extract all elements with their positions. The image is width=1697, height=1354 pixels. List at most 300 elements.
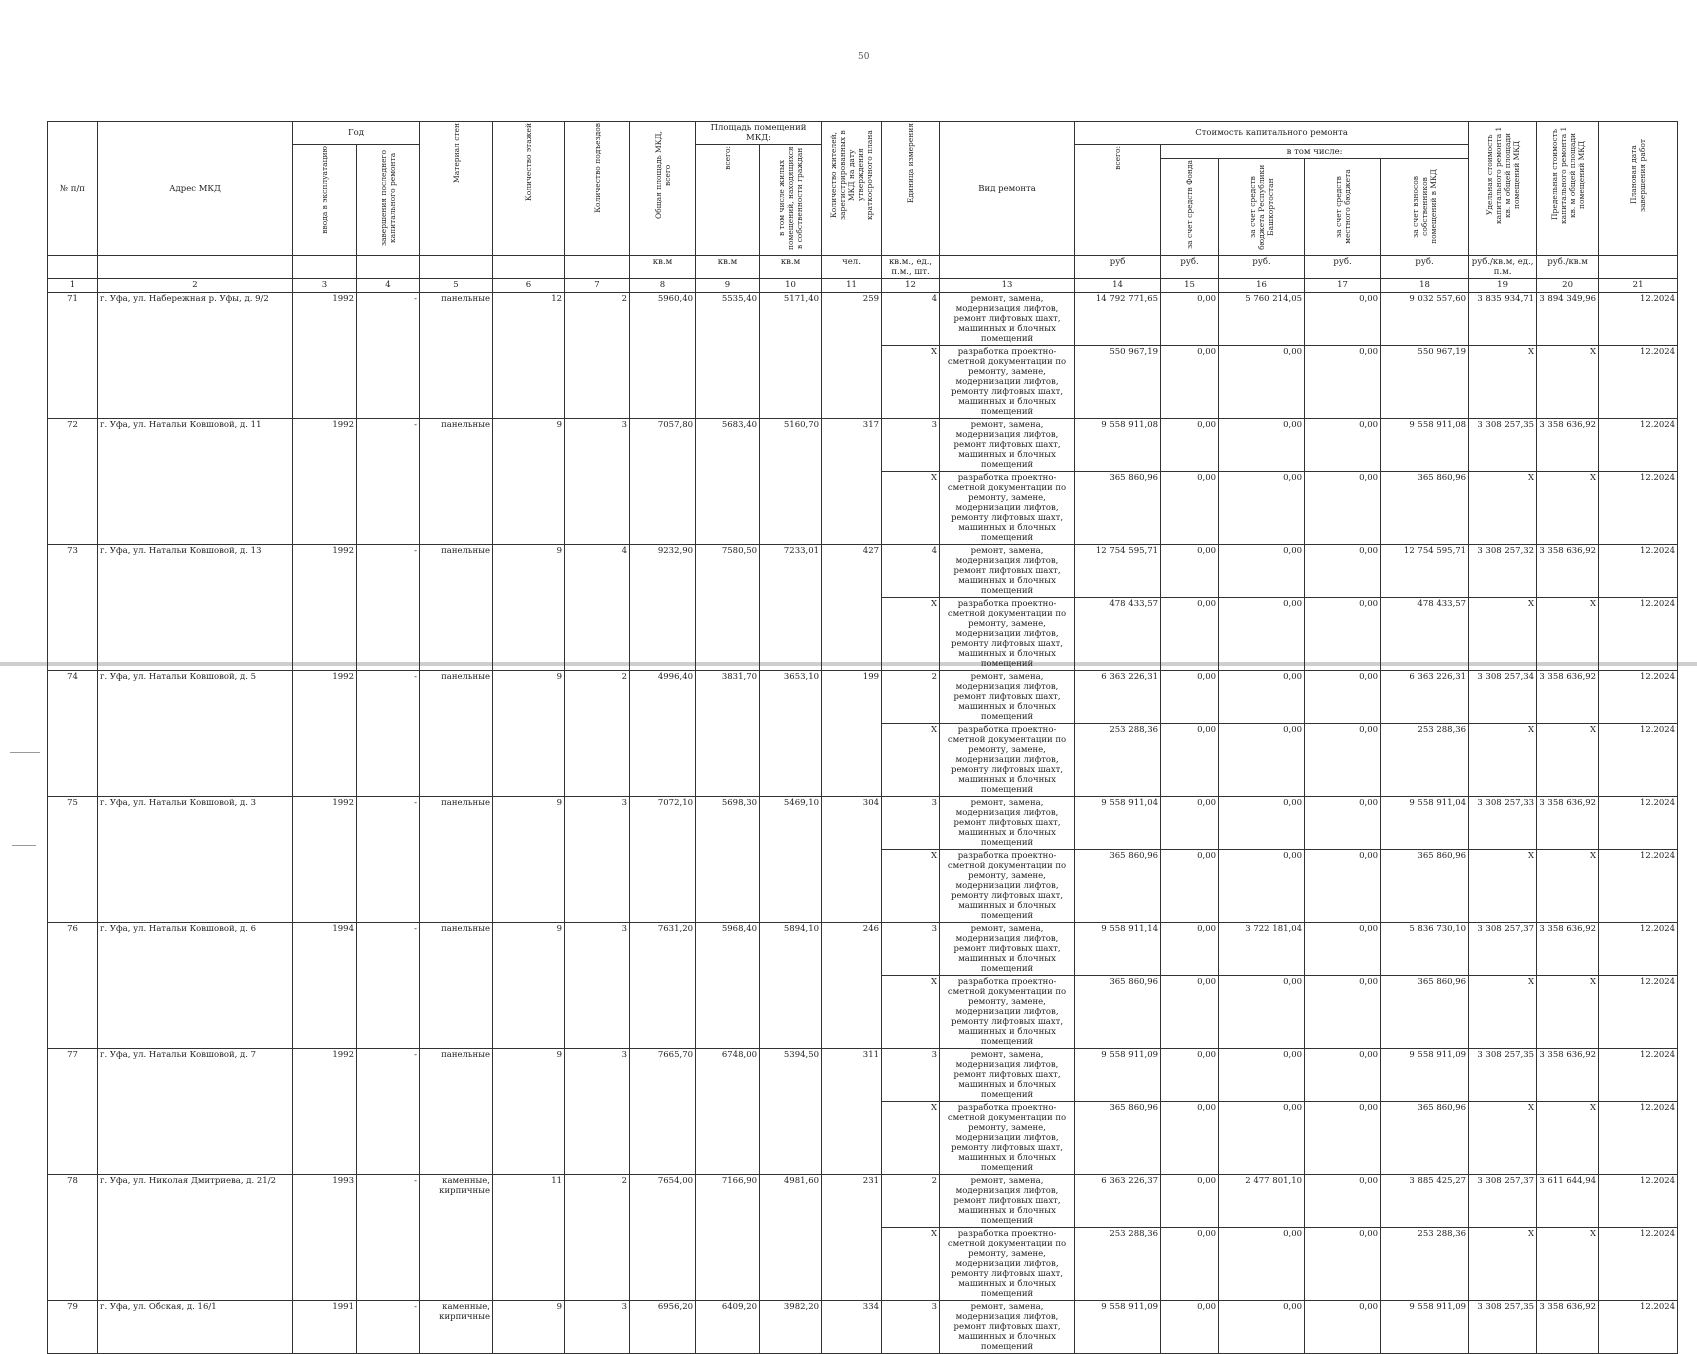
row-year: 1992 [293,293,357,419]
row-year: 1994 [293,923,357,1049]
row-total-area: 9232,90 [630,545,696,671]
header-num: № п/п [48,122,98,256]
header-cost-fund: за счет средств Фонда [1161,159,1219,256]
cost-total: 14 792 771,65 [1075,293,1161,346]
cost-fund: 0,00 [1161,346,1219,419]
unit-cost: 3 308 257,35 [1469,419,1537,472]
work-type: разработка проектно-сметной документации по ремонту, замене, модернизации лифтов, ремонту лифтовых шахт, машинных и блочных помещений [940,850,1075,923]
work-type: разработка проектно-сметной документации по ремонту, замене, модернизации лифтов, ремонту лифтовых шахт, машинных и блочных помещений [940,976,1075,1049]
row-premises-area: 6409,20 [696,1301,760,1354]
column-number: 5 [420,279,493,293]
row-year: 1993 [293,1175,357,1301]
header-cost-total: всего: [1075,145,1161,256]
cost-owners: 9 558 911,04 [1381,797,1469,850]
cost-republic: 0,00 [1219,1228,1305,1301]
cost-fund: 0,00 [1161,923,1219,976]
row-address: г. Уфа, ул. Натальи Ковшовой, д. 3 [98,797,293,923]
row-material: каменные, кирпичные [420,1301,493,1354]
header-premises-group: Площадь помещений МКД: [696,122,822,145]
planned-date: 12.2024 [1599,724,1678,797]
max-cost: Х [1537,346,1599,419]
cost-owners: 478 433,57 [1381,598,1469,671]
column-number: 21 [1599,279,1678,293]
work-type: ремонт, замена, модернизация лифтов, ремонт лифтовых шахт, машинных и блочных помещений [940,1049,1075,1102]
row-year: 1992 [293,545,357,671]
planned-date: 12.2024 [1599,1228,1678,1301]
cost-local: 0,00 [1305,1102,1381,1175]
cost-total: 253 288,36 [1075,724,1161,797]
row-floors: 9 [493,797,565,923]
unit-cost: Х [1469,1228,1537,1301]
row-address: г. Уфа, ул. Натальи Ковшовой, д. 6 [98,923,293,1049]
table-row [48,671,1678,724]
cost-owners: 253 288,36 [1381,1228,1469,1301]
row-address: г. Уфа, ул. Натальи Ковшовой, д. 13 [98,545,293,671]
unit-cost: 3 835 934,71 [1469,293,1537,346]
row-last-repair: - [357,1301,420,1354]
unit-cell: кв.м [630,256,696,279]
row-residents: 311 [822,1049,882,1175]
row-premises-area: 5535,40 [696,293,760,419]
cost-total: 9 558 911,09 [1075,1301,1161,1354]
header-cost-owners: за счет взносов собственников помещений в МКД [1381,159,1469,256]
planned-date: 12.2024 [1599,545,1678,598]
row-residents: 199 [822,671,882,797]
cost-total: 6 363 226,31 [1075,671,1161,724]
max-cost: Х [1537,472,1599,545]
planned-date: 12.2024 [1599,671,1678,724]
column-number: 14 [1075,279,1161,293]
table-row [48,419,1678,472]
cost-republic: 0,00 [1219,724,1305,797]
cost-owners: 12 754 595,71 [1381,545,1469,598]
cost-fund: 0,00 [1161,1301,1219,1354]
column-number: 16 [1219,279,1305,293]
row-premises-area: 5698,30 [696,797,760,923]
cost-owners: 550 967,19 [1381,346,1469,419]
max-cost: Х [1537,1228,1599,1301]
max-cost: Х [1537,724,1599,797]
row-year: 1992 [293,797,357,923]
cost-local: 0,00 [1305,293,1381,346]
unit-cell [98,256,293,279]
column-number: 13 [940,279,1075,293]
max-cost: 3 358 636,92 [1537,923,1599,976]
column-number: 18 [1381,279,1469,293]
unit-cell [48,256,98,279]
work-unit: Х [882,724,940,797]
row-number: 76 [48,923,98,1049]
cost-fund: 0,00 [1161,419,1219,472]
row-number: 78 [48,1175,98,1301]
row-last-repair: - [357,923,420,1049]
max-cost: 3 358 636,92 [1537,419,1599,472]
unit-cell: кв.м [760,256,822,279]
row-floors: 11 [493,1175,565,1301]
header-residents: Количество жителей, зарегистрированных в МКД на дату утверждения краткосрочного плана [822,122,882,256]
table-row [48,1175,1678,1228]
cost-republic: 0,00 [1219,671,1305,724]
cost-republic: 0,00 [1219,1049,1305,1102]
row-material: панельные [420,923,493,1049]
row-material: панельные [420,797,493,923]
column-number: 19 [1469,279,1537,293]
planned-date: 12.2024 [1599,293,1678,346]
row-entrances: 3 [565,923,630,1049]
cost-total: 9 558 911,14 [1075,923,1161,976]
row-residential-area: 7233,01 [760,545,822,671]
cost-republic: 0,00 [1219,1301,1305,1354]
cost-republic: 3 722 181,04 [1219,923,1305,976]
cost-local: 0,00 [1305,923,1381,976]
row-address: г. Уфа, ул. Натальи Ковшовой, д. 11 [98,419,293,545]
unit-cell [565,256,630,279]
header-year-last-repair: завершения последнего капитального ремонта [357,145,420,256]
row-address: г. Уфа, ул. Обская, д. 16/1 [98,1301,293,1354]
work-type: разработка проектно-сметной документации по ремонту, замене, модернизации лифтов, ремонту лифтовых шахт, машинных и блочных помещений [940,1228,1075,1301]
unit-cell [420,256,493,279]
cost-republic: 0,00 [1219,346,1305,419]
column-number: 17 [1305,279,1381,293]
column-number: 12 [882,279,940,293]
planned-date: 12.2024 [1599,1102,1678,1175]
max-cost: 3 358 636,92 [1537,1049,1599,1102]
work-type: ремонт, замена, модернизация лифтов, ремонт лифтовых шахт, машинных и блочных помещений [940,419,1075,472]
header-unit: Единица измерения [882,122,940,256]
row-premises-area: 6748,00 [696,1049,760,1175]
unit-cell [940,256,1075,279]
cost-republic: 0,00 [1219,545,1305,598]
header-premises-total: всего: [696,145,760,256]
cost-republic: 0,00 [1219,797,1305,850]
row-number: 75 [48,797,98,923]
max-cost: 3 611 644,94 [1537,1175,1599,1228]
cost-owners: 253 288,36 [1381,724,1469,797]
cost-local: 0,00 [1305,976,1381,1049]
row-total-area: 7057,80 [630,419,696,545]
cost-owners: 3 885 425,27 [1381,1175,1469,1228]
work-unit: 4 [882,293,940,346]
unit-cost: Х [1469,850,1537,923]
unit-cell: чел. [822,256,882,279]
header-planned-date: Плановая дата завершения работ [1599,122,1678,256]
row-last-repair: - [357,1049,420,1175]
cost-owners: 365 860,96 [1381,1102,1469,1175]
row-floors: 12 [493,293,565,419]
row-last-repair: - [357,545,420,671]
max-cost: 3 358 636,92 [1537,1301,1599,1354]
work-unit: Х [882,1228,940,1301]
unit-cost: Х [1469,724,1537,797]
work-unit: 3 [882,797,940,850]
cost-owners: 9 032 557,60 [1381,293,1469,346]
row-entrances: 4 [565,545,630,671]
row-premises-area: 5683,40 [696,419,760,545]
work-unit: Х [882,346,940,419]
column-number: 15 [1161,279,1219,293]
cost-fund: 0,00 [1161,1049,1219,1102]
work-type: разработка проектно-сметной документации по ремонту, замене, модернизации лифтов, ремонту лифтовых шахт, машинных и блочных помещений [940,472,1075,545]
cost-fund: 0,00 [1161,1102,1219,1175]
row-material: панельные [420,545,493,671]
cost-fund: 0,00 [1161,545,1219,598]
row-year: 1991 [293,1301,357,1354]
unit-cell: руб. [1219,256,1305,279]
row-number: 79 [48,1301,98,1354]
row-last-repair: - [357,293,420,419]
work-unit: Х [882,850,940,923]
unit-cell: руб./кв.м [1537,256,1599,279]
cost-fund: 0,00 [1161,797,1219,850]
cost-total: 12 754 595,71 [1075,545,1161,598]
planned-date: 12.2024 [1599,1049,1678,1102]
row-residential-area: 5171,40 [760,293,822,419]
cost-owners: 9 558 911,09 [1381,1049,1469,1102]
cost-republic: 2 477 801,10 [1219,1175,1305,1228]
cost-total: 9 558 911,04 [1075,797,1161,850]
work-unit: 3 [882,1301,940,1354]
table-row [48,923,1678,976]
unit-cell [357,256,420,279]
row-material: каменные, кирпичные [420,1175,493,1301]
column-number: 7 [565,279,630,293]
unit-cost: Х [1469,346,1537,419]
row-total-area: 7072,10 [630,797,696,923]
planned-date: 12.2024 [1599,1301,1678,1354]
cost-owners: 6 363 226,31 [1381,671,1469,724]
planned-date: 12.2024 [1599,419,1678,472]
row-number: 73 [48,545,98,671]
cost-local: 0,00 [1305,1301,1381,1354]
work-unit: Х [882,1102,940,1175]
header-floors: Количество этажей [493,122,565,256]
row-premises-area: 5968,40 [696,923,760,1049]
table-row [48,545,1678,598]
unit-cost: 3 308 257,37 [1469,1175,1537,1228]
row-total-area: 5960,40 [630,293,696,419]
row-number: 72 [48,419,98,545]
cost-total: 365 860,96 [1075,472,1161,545]
header-cost-group: Стоимость капитального ремонта [1075,122,1469,145]
cost-total: 9 558 911,08 [1075,419,1161,472]
row-residents: 259 [822,293,882,419]
row-premises-area: 7166,90 [696,1175,760,1301]
cost-local: 0,00 [1305,724,1381,797]
header-cost-republic: за счет средств бюджета Республики Башкортостан [1219,159,1305,256]
column-number: 20 [1537,279,1599,293]
work-type: разработка проектно-сметной документации по ремонту, замене, модернизации лифтов, ремонту лифтовых шахт, машинных и блочных помещений [940,598,1075,671]
work-unit: 3 [882,1049,940,1102]
unit-cost: Х [1469,598,1537,671]
column-number: 4 [357,279,420,293]
planned-date: 12.2024 [1599,472,1678,545]
planned-date: 12.2024 [1599,346,1678,419]
max-cost: 3 358 636,92 [1537,797,1599,850]
max-cost: Х [1537,976,1599,1049]
row-floors: 9 [493,1301,565,1354]
cost-total: 365 860,96 [1075,1102,1161,1175]
unit-cost: Х [1469,976,1537,1049]
unit-cost: Х [1469,1102,1537,1175]
cost-local: 0,00 [1305,1049,1381,1102]
header-year-group: Год [293,122,420,145]
column-number: 2 [98,279,293,293]
header-work-type: Вид ремонта [940,122,1075,256]
planned-date: 12.2024 [1599,976,1678,1049]
work-unit: 2 [882,1175,940,1228]
column-number: 9 [696,279,760,293]
scan-noise-left [10,752,40,753]
row-floors: 9 [493,923,565,1049]
unit-cell: руб. [1305,256,1381,279]
header-max-cost: Предельная стоимость капитального ремонта 1 кв. м общей площади помещений МКД [1537,122,1599,256]
header-premises-residential: в том числе жилых помещений, находящихся в собственности граждан [760,145,822,256]
unit-cell: кв.м., ед., п.м., шт. [882,256,940,279]
row-entrances: 3 [565,797,630,923]
table-body [48,293,1678,1354]
cost-fund: 0,00 [1161,850,1219,923]
header-total-area: Общая площадь МКД, всего [630,122,696,256]
cost-total: 365 860,96 [1075,850,1161,923]
max-cost: 3 894 349,96 [1537,293,1599,346]
work-type: разработка проектно-сметной документации по ремонту, замене, модернизации лифтов, ремонту лифтовых шахт, машинных и блочных помещений [940,1102,1075,1175]
cost-total: 365 860,96 [1075,976,1161,1049]
header-wall-material: Материал стен [420,122,493,256]
cost-total: 253 288,36 [1075,1228,1161,1301]
row-material: панельные [420,293,493,419]
row-entrances: 2 [565,1175,630,1301]
cost-republic: 5 760 214,05 [1219,293,1305,346]
row-residents: 304 [822,797,882,923]
work-unit: 3 [882,923,940,976]
unit-cost: 3 308 257,37 [1469,923,1537,976]
row-total-area: 7654,00 [630,1175,696,1301]
row-residents: 317 [822,419,882,545]
work-type: ремонт, замена, модернизация лифтов, ремонт лифтовых шахт, машинных и блочных помещений [940,293,1075,346]
cost-fund: 0,00 [1161,472,1219,545]
cost-fund: 0,00 [1161,976,1219,1049]
cost-republic: 0,00 [1219,472,1305,545]
work-type: ремонт, замена, модернизация лифтов, ремонт лифтовых шахт, машинных и блочных помещений [940,671,1075,724]
max-cost: 3 358 636,92 [1537,671,1599,724]
work-type: ремонт, замена, модернизация лифтов, ремонт лифтовых шахт, машинных и блочных помещений [940,545,1075,598]
cost-local: 0,00 [1305,598,1381,671]
cost-fund: 0,00 [1161,1228,1219,1301]
planned-date: 12.2024 [1599,923,1678,976]
column-number: 6 [493,279,565,293]
planned-date: 12.2024 [1599,797,1678,850]
row-total-area: 6956,20 [630,1301,696,1354]
cost-owners: 9 558 911,08 [1381,419,1469,472]
row-premises-area: 3831,70 [696,671,760,797]
unit-cell: руб [1075,256,1161,279]
work-type: разработка проектно-сметной документации по ремонту, замене, модернизации лифтов, ремонту лифтовых шахт, машинных и блочных помещений [940,724,1075,797]
cost-local: 0,00 [1305,850,1381,923]
row-year: 1992 [293,1049,357,1175]
row-number: 71 [48,293,98,419]
row-residential-area: 5469,10 [760,797,822,923]
cost-local: 0,00 [1305,797,1381,850]
row-year: 1992 [293,419,357,545]
cost-republic: 0,00 [1219,1102,1305,1175]
unit-cell: руб./кв.м, ед., п.м. [1469,256,1537,279]
cost-owners: 365 860,96 [1381,976,1469,1049]
column-number: 1 [48,279,98,293]
max-cost: 3 358 636,92 [1537,545,1599,598]
row-total-area: 7665,70 [630,1049,696,1175]
cost-local: 0,00 [1305,419,1381,472]
header-entrances: Количество подъездов [565,122,630,256]
row-entrances: 3 [565,1301,630,1354]
max-cost: Х [1537,598,1599,671]
row-number: 74 [48,671,98,797]
work-unit: 2 [882,671,940,724]
units-row [48,256,1678,279]
row-residential-area: 3982,20 [760,1301,822,1354]
row-entrances: 3 [565,1049,630,1175]
max-cost: Х [1537,1102,1599,1175]
unit-cell [493,256,565,279]
row-residents: 334 [822,1301,882,1354]
table-row [48,1049,1678,1102]
unit-cell: кв.м [696,256,760,279]
header-incl: в том числе: [1161,145,1469,159]
cost-republic: 0,00 [1219,976,1305,1049]
work-unit: 3 [882,419,940,472]
page-number: 50 [858,52,870,62]
row-last-repair: - [357,1175,420,1301]
row-premises-area: 7580,50 [696,545,760,671]
header-cost-local: за счет средств местного бюджета [1305,159,1381,256]
cost-republic: 0,00 [1219,598,1305,671]
cost-republic: 0,00 [1219,850,1305,923]
work-unit: Х [882,976,940,1049]
row-residential-area: 3653,10 [760,671,822,797]
cost-owners: 365 860,96 [1381,472,1469,545]
work-type: ремонт, замена, модернизация лифтов, ремонт лифтовых шахт, машинных и блочных помещений [940,923,1075,976]
row-entrances: 3 [565,419,630,545]
row-entrances: 2 [565,293,630,419]
row-address: г. Уфа, ул. Натальи Ковшовой, д. 5 [98,671,293,797]
planned-date: 12.2024 [1599,598,1678,671]
scan-noise-left-2 [12,845,36,846]
repair-plan-table [47,121,1678,1354]
row-residents: 231 [822,1175,882,1301]
cost-fund: 0,00 [1161,671,1219,724]
row-last-repair: - [357,797,420,923]
row-floors: 9 [493,1049,565,1175]
unit-cost: Х [1469,472,1537,545]
row-last-repair: - [357,671,420,797]
row-residential-area: 5160,70 [760,419,822,545]
cost-local: 0,00 [1305,1228,1381,1301]
column-number: 11 [822,279,882,293]
unit-cost: 3 308 257,32 [1469,545,1537,598]
row-total-area: 7631,20 [630,923,696,1049]
cost-fund: 0,00 [1161,293,1219,346]
unit-cost: 3 308 257,34 [1469,671,1537,724]
row-address: г. Уфа, ул. Набережная р. Уфы, д. 9/2 [98,293,293,419]
planned-date: 12.2024 [1599,1175,1678,1228]
unit-cell [1599,256,1678,279]
column-numbers-row [48,279,1678,293]
row-material: панельные [420,671,493,797]
row-residential-area: 4981,60 [760,1175,822,1301]
cost-total: 6 363 226,37 [1075,1175,1161,1228]
cost-republic: 0,00 [1219,419,1305,472]
unit-cost: 3 308 257,35 [1469,1049,1537,1102]
row-last-repair: - [357,419,420,545]
